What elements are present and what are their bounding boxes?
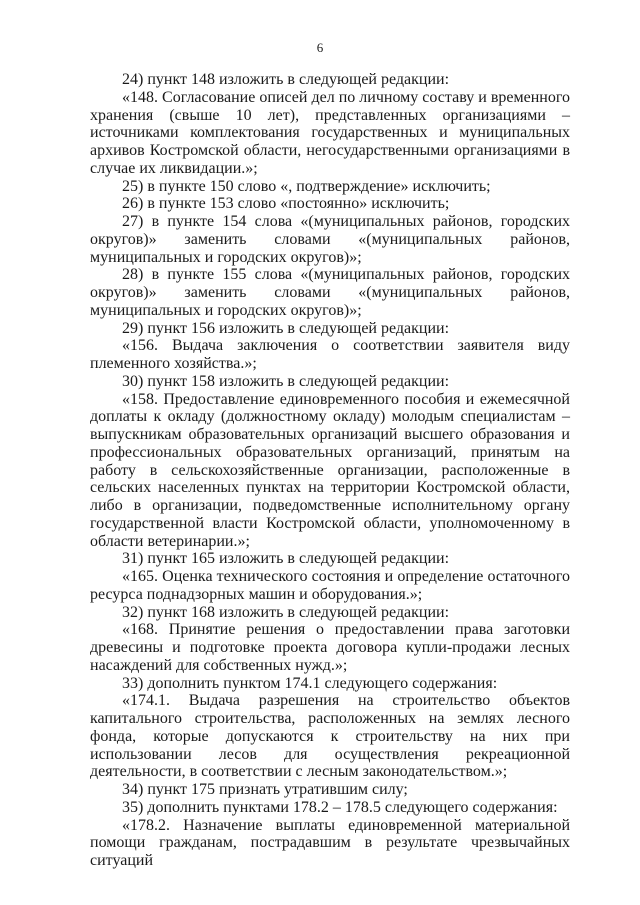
paragraph-item-28: 28) в пункте 155 слова «(муниципальных районов, городских округов)» заменить словами «(муниципальных районов, муниципальных и городских округов)»; (90, 266, 570, 319)
paragraph-item-31: 31) пункт 165 изложить в следующей редакции: (122, 550, 450, 568)
document-body (90, 71, 570, 870)
paragraph-item-25: 25) в пункте 150 слово «, подтверждение» исключить; (122, 177, 491, 195)
paragraph-quote-168: «168. Принятие решения о предоставлении права заготовки древесины и подготовке проекта договора купли-продажи лесных насаждений для собственных нужд.»; (90, 621, 570, 674)
paragraph-item-35: 35) дополнить пунктами 178.2 – 178.5 следующего содержания: (122, 798, 558, 816)
paragraph-item-29: 29) пункт 156 изложить в следующей редакции: (122, 319, 450, 337)
paragraph-quote-158: «158. Предоставление единовременного пособия и ежемесячной доплаты к окладу (должностному окладу) молодым специалистам – выпускникам образовательных организаций высшего образования и профессиональных образовательных организаций, принятым на работу в сельскохозяйственные организации, расположенные в сельских населенных пунктах на территории Костромской области, либо в организации, подведомственные исполнительному органу государственной власти Костромской области, уполномоченному в области ветеринарии.»; (90, 390, 570, 550)
paragraph-quote-165: «165. Оценка технического состояния и определение остаточного ресурса поднадзорных машин и оборудования.»; (90, 568, 570, 603)
paragraph-quote-156: «156. Выдача заключения о соответствии заявителя виду племенного хозяйства.»; (90, 337, 570, 372)
page-number: 6 (316, 40, 324, 55)
paragraph-quote-174-1: «174.1. Выдача разрешения на строительство объектов капитального строительства, расположенных на землях лесного фонда, которые допускаются к строительству на них при использовании лесов для осуществления рекреационной деятельности, в соответствии с лесным законодательством.»; (90, 692, 570, 781)
paragraph-item-27: 27) в пункте 154 слова «(муниципальных районов, городских округов)» заменить словами «(муниципальных районов, муниципальных и городских округов)»; (90, 213, 570, 266)
paragraph-quote-148: «148. Согласование описей дел по личному составу и временного хранения (свыше 10 лет), представленных организациями – источниками комплектования государственных и муниципальных архивов Костромской области, негосударственными организациями в случае их ликвидации.»; (90, 88, 570, 177)
paragraph-item-32: 32) пункт 168 изложить в следующей редакции: (122, 603, 450, 621)
paragraph-item-30: 30) пункт 158 изложить в следующей редакции: (122, 372, 450, 390)
paragraph-item-34: 34) пункт 175 признать утратившим силу; (122, 781, 408, 798)
paragraph-item-24: 24) пункт 148 изложить в следующей редакции: (122, 71, 450, 88)
paragraph-quote-178-2: «178.2. Назначение выплаты единовременной материальной помощи гражданам, пострадавшим в результате чрезвычайных ситуаций (90, 816, 570, 869)
paragraph-item-26: 26) в пункте 153 слово «постоянно» исключить; (122, 195, 450, 213)
paragraph-item-33: 33) дополнить пунктом 174.1 следующего содержания: (122, 674, 498, 692)
